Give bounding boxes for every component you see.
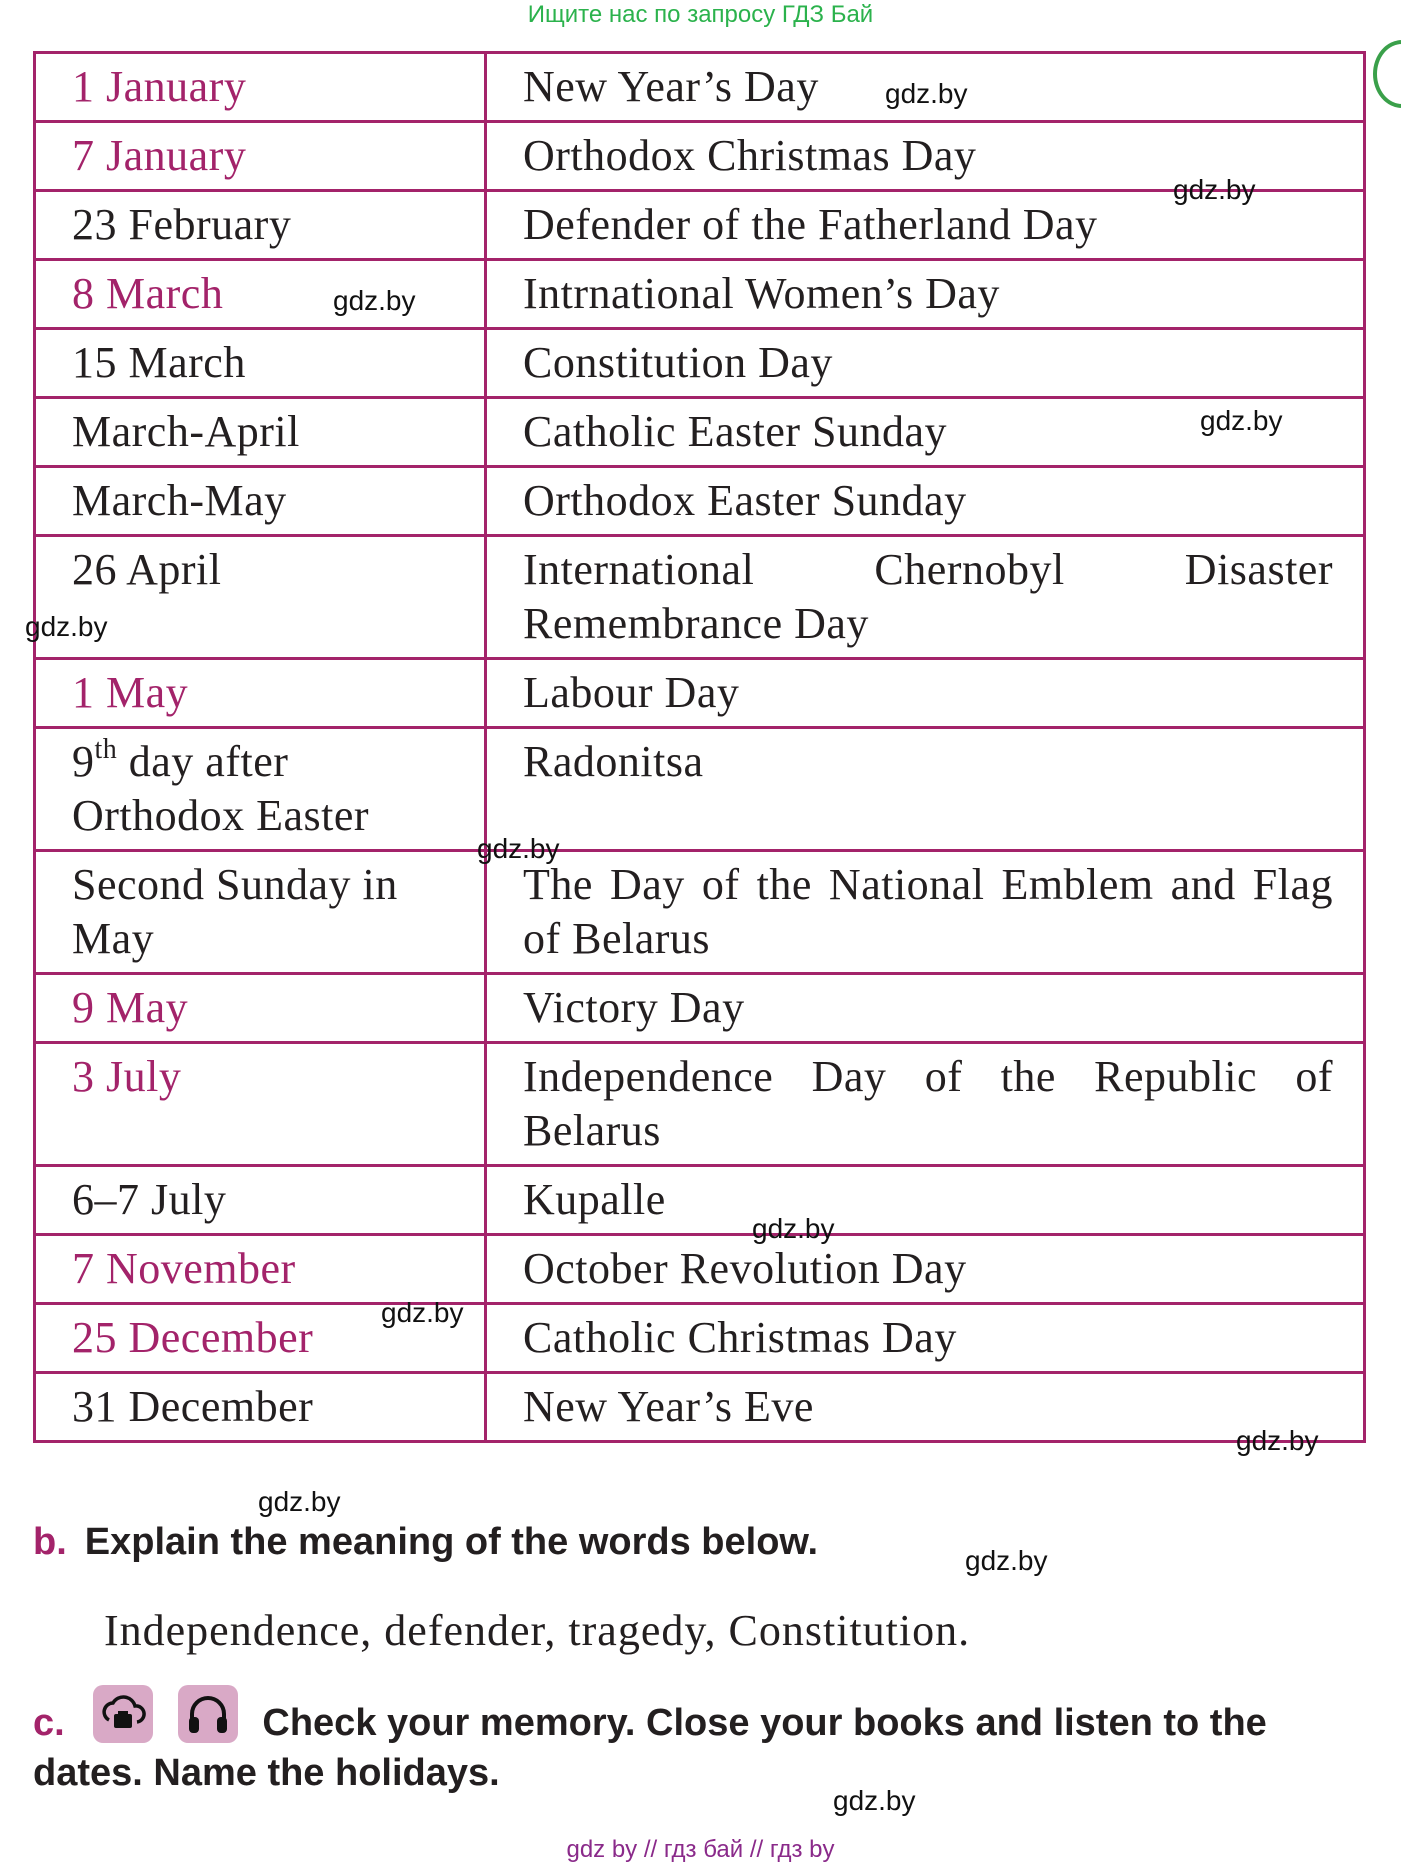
- holiday-cell: Defender of the Fatherland Day: [486, 191, 1365, 260]
- table-row: [35, 398, 1365, 467]
- date-cell: March-May: [35, 467, 486, 536]
- holiday-cell: Catholic Christmas Day: [486, 1304, 1365, 1373]
- date-superscript: th: [94, 734, 118, 765]
- holiday-cell: October Revolution Day: [486, 1235, 1365, 1304]
- table-row: [35, 1043, 1365, 1166]
- table-row: [35, 467, 1365, 536]
- watermark: gdz.by: [477, 833, 560, 864]
- section-c: [33, 1685, 1373, 1798]
- holiday-cell: Intrnational Women’s Day: [486, 260, 1365, 329]
- table-row: [35, 536, 1365, 659]
- holiday-cell: New Year’s Day: [486, 53, 1365, 122]
- holidays-table: [33, 51, 1366, 1443]
- table-row: [35, 1373, 1365, 1442]
- holiday-cell: Independence Day of the Republic of Belarus: [486, 1043, 1365, 1166]
- table-row: [35, 659, 1365, 728]
- holiday-cell: Constitution Day: [486, 329, 1365, 398]
- section-b-instruction: Explain the meaning of the words below.: [84, 1521, 819, 1563]
- date-cell: 6–7 July: [35, 1166, 486, 1235]
- holiday-cell: Labour Day: [486, 659, 1365, 728]
- date-cell: 3 July: [35, 1043, 486, 1166]
- section-b-letter: b.: [33, 1521, 67, 1563]
- table-row: [35, 1235, 1365, 1304]
- holiday-cell: Orthodox Easter Sunday: [486, 467, 1365, 536]
- section-b: [33, 1521, 818, 1564]
- holiday-cell: Orthodox Christmas Day: [486, 122, 1365, 191]
- watermark: gdz.by: [965, 1545, 1048, 1576]
- watermark: gdz.by: [885, 78, 968, 109]
- date-cell: Second Sunday in May: [35, 851, 486, 974]
- holiday-cell: International Chernobyl Disaster Remembrance Day: [486, 536, 1365, 659]
- table-row: [35, 260, 1365, 329]
- table-row: [35, 122, 1365, 191]
- holiday-cell: Kupalle: [486, 1166, 1365, 1235]
- top-banner: Ищите нас по запросу ГДЗ Бай: [527, 1, 874, 28]
- holiday-cell: New Year’s Eve: [486, 1373, 1365, 1442]
- date-cell: 7 January: [35, 122, 486, 191]
- table-row: [35, 329, 1365, 398]
- date-cell: 1 May: [35, 659, 486, 728]
- date-cell: 15 March: [35, 329, 486, 398]
- holiday-cell: The Day of the National Emblem and Flag of Belarus: [486, 851, 1365, 974]
- date-cell: 1 January: [35, 53, 486, 122]
- watermark: gdz.by: [381, 1297, 464, 1328]
- footer: gdz by // гдз бай // гдз by: [566, 1836, 835, 1863]
- watermark: gdz.by: [1236, 1425, 1319, 1456]
- watermark: gdz.by: [25, 611, 108, 642]
- date-cell: 26 April: [35, 536, 486, 659]
- table-row: [35, 1304, 1365, 1373]
- date-cell: 7 November: [35, 1235, 486, 1304]
- watermark: gdz.by: [258, 1486, 341, 1517]
- watermark: gdz.by: [752, 1213, 835, 1244]
- watermark: gdz.by: [833, 1785, 916, 1816]
- vocabulary-words: Independence, defender, tragedy, Constitution.: [104, 1606, 971, 1655]
- holiday-cell: Catholic Easter Sunday: [486, 398, 1365, 467]
- date-cell: March-April: [35, 398, 486, 467]
- date-cell: 8 March: [35, 260, 486, 329]
- headphones-icon: [178, 1685, 238, 1743]
- date-cell: [35, 728, 486, 851]
- watermark: gdz.by: [1200, 405, 1283, 436]
- table-row: [35, 1166, 1365, 1235]
- holiday-cell: Victory Day: [486, 974, 1365, 1043]
- watermark: gdz.by: [333, 285, 416, 316]
- section-c-letter: c.: [33, 1702, 65, 1744]
- date-cell: 9 May: [35, 974, 486, 1043]
- watermark: gdz.by: [1173, 174, 1256, 205]
- cloud-download-icon: [93, 1685, 153, 1743]
- table-row: [35, 53, 1365, 122]
- table-row: [35, 728, 1365, 851]
- date-rest: day after Orthodox Easter: [72, 737, 370, 840]
- holidays-table-body: [35, 53, 1365, 1442]
- date-cell: 23 February: [35, 191, 486, 260]
- holiday-cell: Radonitsa: [486, 728, 1365, 851]
- table-row: [35, 974, 1365, 1043]
- date-cell: 25 December: [35, 1304, 486, 1373]
- side-tab-decoration: [1373, 40, 1401, 108]
- section-c-instruction: Check your memory. Close your books and listen to the dates. Name the holidays.: [33, 1702, 1267, 1794]
- date-number: 9: [72, 737, 95, 786]
- date-cell: 31 December: [35, 1373, 486, 1442]
- table-row: [35, 851, 1365, 974]
- table-row: [35, 191, 1365, 260]
